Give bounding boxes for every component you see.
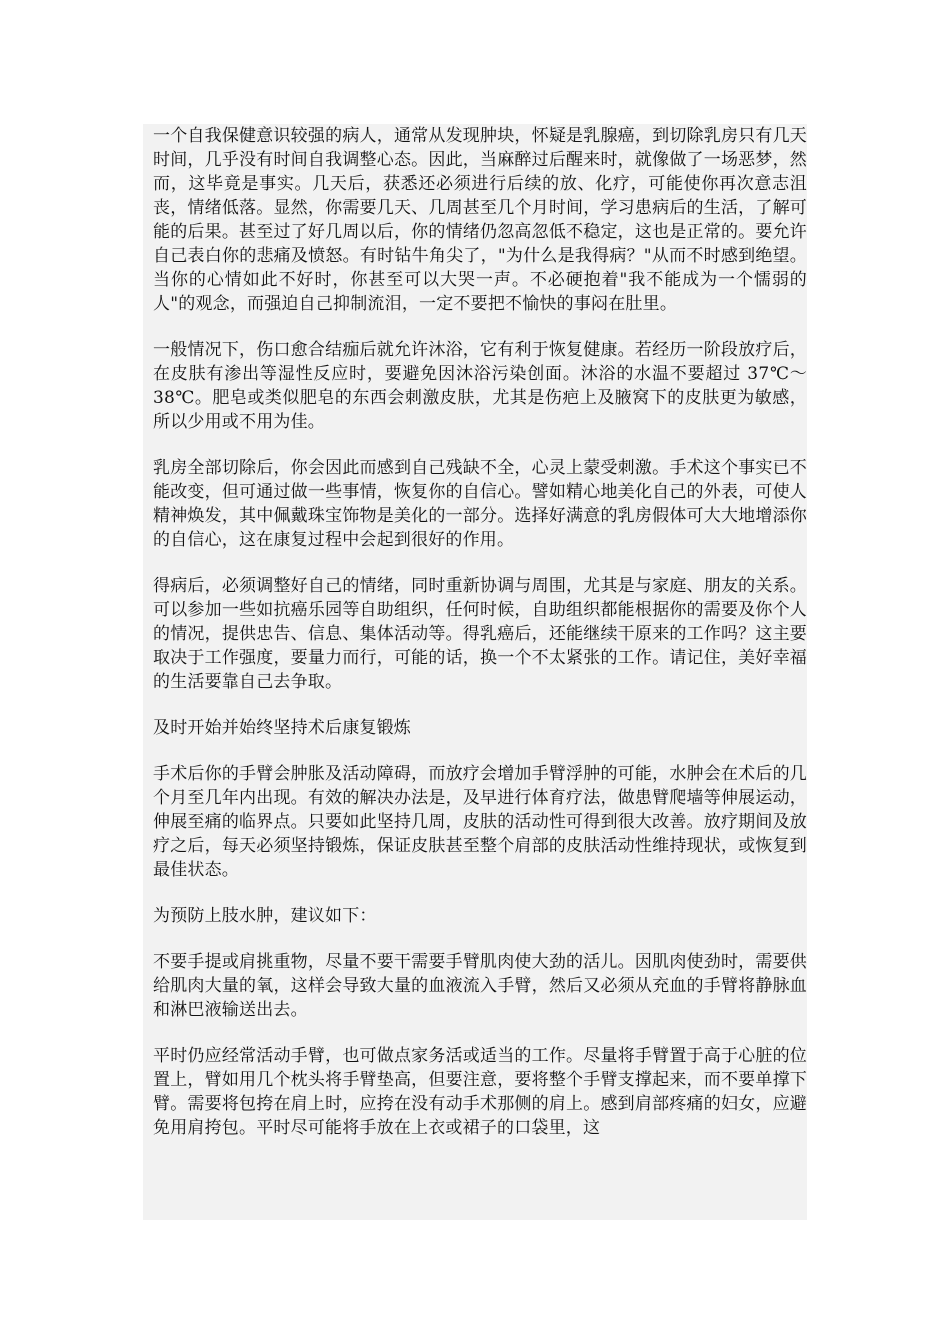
section-heading-rehab-exercise: 及时开始并始终坚持术后康复锻炼 <box>153 718 411 738</box>
paragraph-bathing: 一般情况下，伤口愈合结痂后就允许沐浴，它有利于恢复健康。若经历一阶段放疗后，在皮肤有渗出等湿性反应时，要避免因沐浴污染创面。沐浴的水温不要超过 37℃～38℃。肥皂或类似肥皂的东西会刺激皮肤，尤其是伤疤上及腋窝下的皮肤更为敏感，所以少用或不用为佳。 <box>153 340 807 432</box>
paragraph-avoid-heavy-lifting: 不要手提或肩挑重物，尽量不要干需要手臂肌肉使大劲的活儿。因肌肉使劲时，需要供给肌肉大量的氧，这样会导致大量的血液流入手臂，然后又必须从充血的手臂将静脉血和淋巴液输送出去。 <box>153 952 807 1020</box>
paragraph-relationships: 得病后，必须调整好自己的情绪，同时重新协调与周围，尤其是与家庭、朋友的关系。可以参加一些如抗癌乐园等自助组织，任何时候，自助组织都能根据你的需要及你个人的情况，提供忠告、信息、集体活动等。得乳癌后，还能继续干原来的工作吗？这主要取决于工作强度，要量力而行，可能的话，换一个不太紧张的工作。请记住，美好幸福的生活要靠自己去争取。 <box>153 576 807 692</box>
paragraph-self-confidence: 乳房全部切除后，你会因此而感到自己残缺不全，心灵上蒙受刺激。手术这个事实已不能改变，但可通过做一些事情，恢复你的自信心。譬如精心地美化自己的外表，可使人精神焕发，其中佩戴珠宝饰物是美化的一部分。选择好满意的乳房假体可大大地增添你的自信心，这在康复过程中会起到很好的作用。 <box>153 458 807 550</box>
paragraph-arm-swelling: 手术后你的手臂会肿胀及活动障碍，而放疗会增加手臂浮肿的可能，水肿会在术后的几个月至几年内出现。有效的解决办法是，及早进行体育疗法，做患臂爬墙等伸展运动，伸展至痛的临界点。只要如此坚持几周，皮肤的活动性可得到很大改善。放疗期间及放疗之后，每天必须坚持锻炼，保证皮肤甚至整个肩部的皮肤活动性维持现状，或恢复到最佳状态。 <box>153 764 807 880</box>
section-heading-edema-prevention: 为预防上肢水肿，建议如下： <box>153 906 377 926</box>
paragraph-arm-activity: 平时仍应经常活动手臂，也可做点家务活或适当的工作。尽量将手臂置于高于心脏的位置上，臂如用几个枕头将手臂垫高，但要注意，要将整个手臂支撑起来，而不要单撑下臂。需要将包挎在肩上时，应挎在没有动手术那侧的肩上。感到肩部疼痛的妇女，应避免用肩挎包。平时尽可能将手放在上衣或裙子的口袋里，这 <box>153 1046 807 1138</box>
paragraph-emotional-adjustment: 一个自我保健意识较强的病人，通常从发现肿块，怀疑是乳腺癌，到切除乳房只有几天时间，几乎没有时间自我调整心态。因此，当麻醉过后醒来时，就像做了一场恶梦，然而，这毕竟是事实。几天后，获悉还必须进行后续的放、化疗，可能使你再次意志沮丧，情绪低落。显然，你需要几天、几周甚至几个月时间，学习患病后的生活，了解可能的后果。甚至过了好几周以后，你的情绪仍忽高忽低不稳定，这也是正常的。要允许自己表白你的悲痛及愤怒。有时钻牛角尖了，"为什么是我得病？"从而不时感到绝望。当你的心情如此不好时，你甚至可以大哭一声。不必硬抱着"我不能成为一个懦弱的人"的观念，而强迫自己抑制流泪，一定不要把不愉快的事闷在肚里。 <box>153 126 807 314</box>
document-body <box>143 124 807 1220</box>
